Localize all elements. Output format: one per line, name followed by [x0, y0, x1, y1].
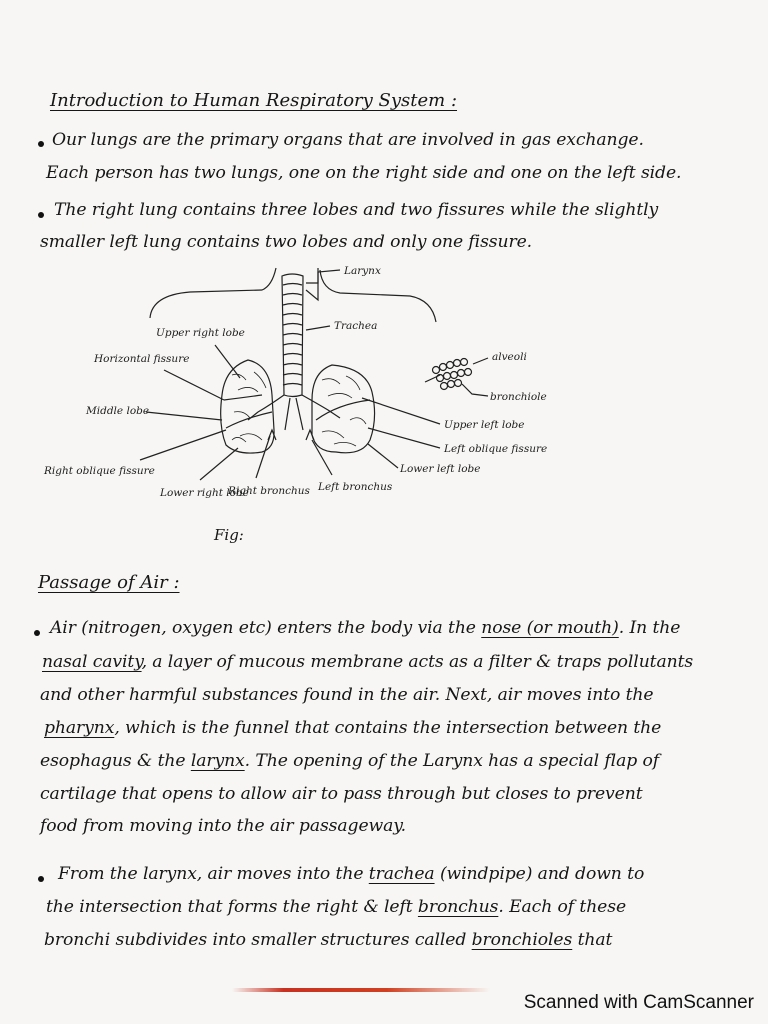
- label-trachea: Trachea: [334, 320, 378, 332]
- term-bronchus: bronchus: [417, 897, 499, 917]
- passage-p2-line3: [44, 930, 612, 950]
- label-alveoli: alveoli: [492, 351, 527, 363]
- figure-label: Fig:: [214, 526, 244, 544]
- text-run: , which is the funnel that contains the intersection between the: [114, 718, 662, 738]
- passage-p1-line6: cartilage that opens to allow air to pass through but closes to prevent: [40, 784, 643, 804]
- label-bronchiole: bronchiole: [490, 391, 547, 403]
- text-run: . In the: [618, 618, 681, 638]
- passage-p1-line5: [40, 751, 659, 771]
- passage-p1-line7: food from moving into the air passageway.: [40, 816, 406, 836]
- term-pharynx: pharynx: [44, 718, 115, 738]
- label-middle-lobe: Middle lobe: [86, 405, 150, 417]
- alveoli-cluster: [425, 359, 472, 390]
- label-right-bronchus: Right bronchus: [228, 485, 310, 497]
- scan-streak: [232, 988, 490, 992]
- label-upper-left-lobe: Upper left lobe: [444, 419, 525, 431]
- intro-bullet2-line2: smaller left lung contains two lobes and only one fissure.: [40, 232, 533, 252]
- intro-bullet1-line2: Each person has two lungs, one on the right side and one on the left side.: [46, 163, 682, 183]
- section-heading-passage: Passage of Air :: [38, 572, 180, 593]
- label-upper-right-lobe: Upper right lobe: [156, 327, 245, 339]
- bronchi: [248, 395, 340, 430]
- left-lung: [312, 365, 375, 453]
- text-run: Air (nitrogen, oxygen etc) enters the body via the: [50, 618, 476, 638]
- passage-p2-line1: [58, 864, 644, 884]
- passage-p1-line4: [44, 718, 661, 738]
- intro-bullet2-line1: The right lung contains three lobes and two fissures while the slightly: [54, 200, 659, 220]
- passage-p1-line2: [42, 652, 693, 672]
- term-bronchioles: bronchioles: [471, 930, 573, 950]
- label-horizontal-fissure: Horizontal fissure: [94, 353, 190, 365]
- intro-bullet1-line1: Our lungs are the primary organs that are involved in gas exchange.: [52, 130, 644, 150]
- text-run: the intersection that forms the right & left: [46, 897, 413, 917]
- term-larynx: larynx: [190, 751, 245, 771]
- scanner-watermark: Scanned with CamScanner: [523, 992, 754, 1013]
- text-run: that: [577, 930, 613, 950]
- text-run: From the larynx, air moves into the: [58, 864, 364, 884]
- text-run: , a layer of mucous membrane acts as a filter & traps pollutants: [141, 652, 694, 672]
- text-run: . The opening of the Larynx has a special flap of: [244, 751, 659, 771]
- label-larynx: Larynx: [344, 265, 381, 277]
- label-left-oblique-fissure: Left oblique fissure: [444, 443, 548, 455]
- trachea: [282, 274, 303, 397]
- label-lower-left-lobe: Lower left lobe: [400, 463, 481, 475]
- passage-p2-line2: [46, 897, 626, 917]
- term-trachea: trachea: [368, 864, 435, 884]
- label-left-bronchus: Left bronchus: [318, 481, 393, 493]
- label-lower-right-lobe: Lower right lobe: [160, 487, 249, 499]
- text-run: (windpipe) and down to: [439, 864, 645, 884]
- page-title: Introduction to Human Respiratory System :: [50, 90, 458, 111]
- term-nasal-cavity: nasal cavity: [42, 652, 142, 672]
- passage-p1-line3: and other harmful substances found in the air. Next, air moves into the: [40, 685, 654, 705]
- term-nose: nose (or mouth): [481, 618, 619, 638]
- label-right-oblique-fissure: Right oblique fissure: [44, 465, 155, 477]
- text-run: esophagus & the: [40, 751, 186, 771]
- text-run: bronchi subdivides into smaller structures called: [44, 930, 467, 950]
- bullet-dot: [34, 630, 40, 636]
- bullet-dot: [38, 876, 44, 882]
- text-run: . Each of these: [498, 897, 627, 917]
- passage-p1-line1: [50, 618, 680, 638]
